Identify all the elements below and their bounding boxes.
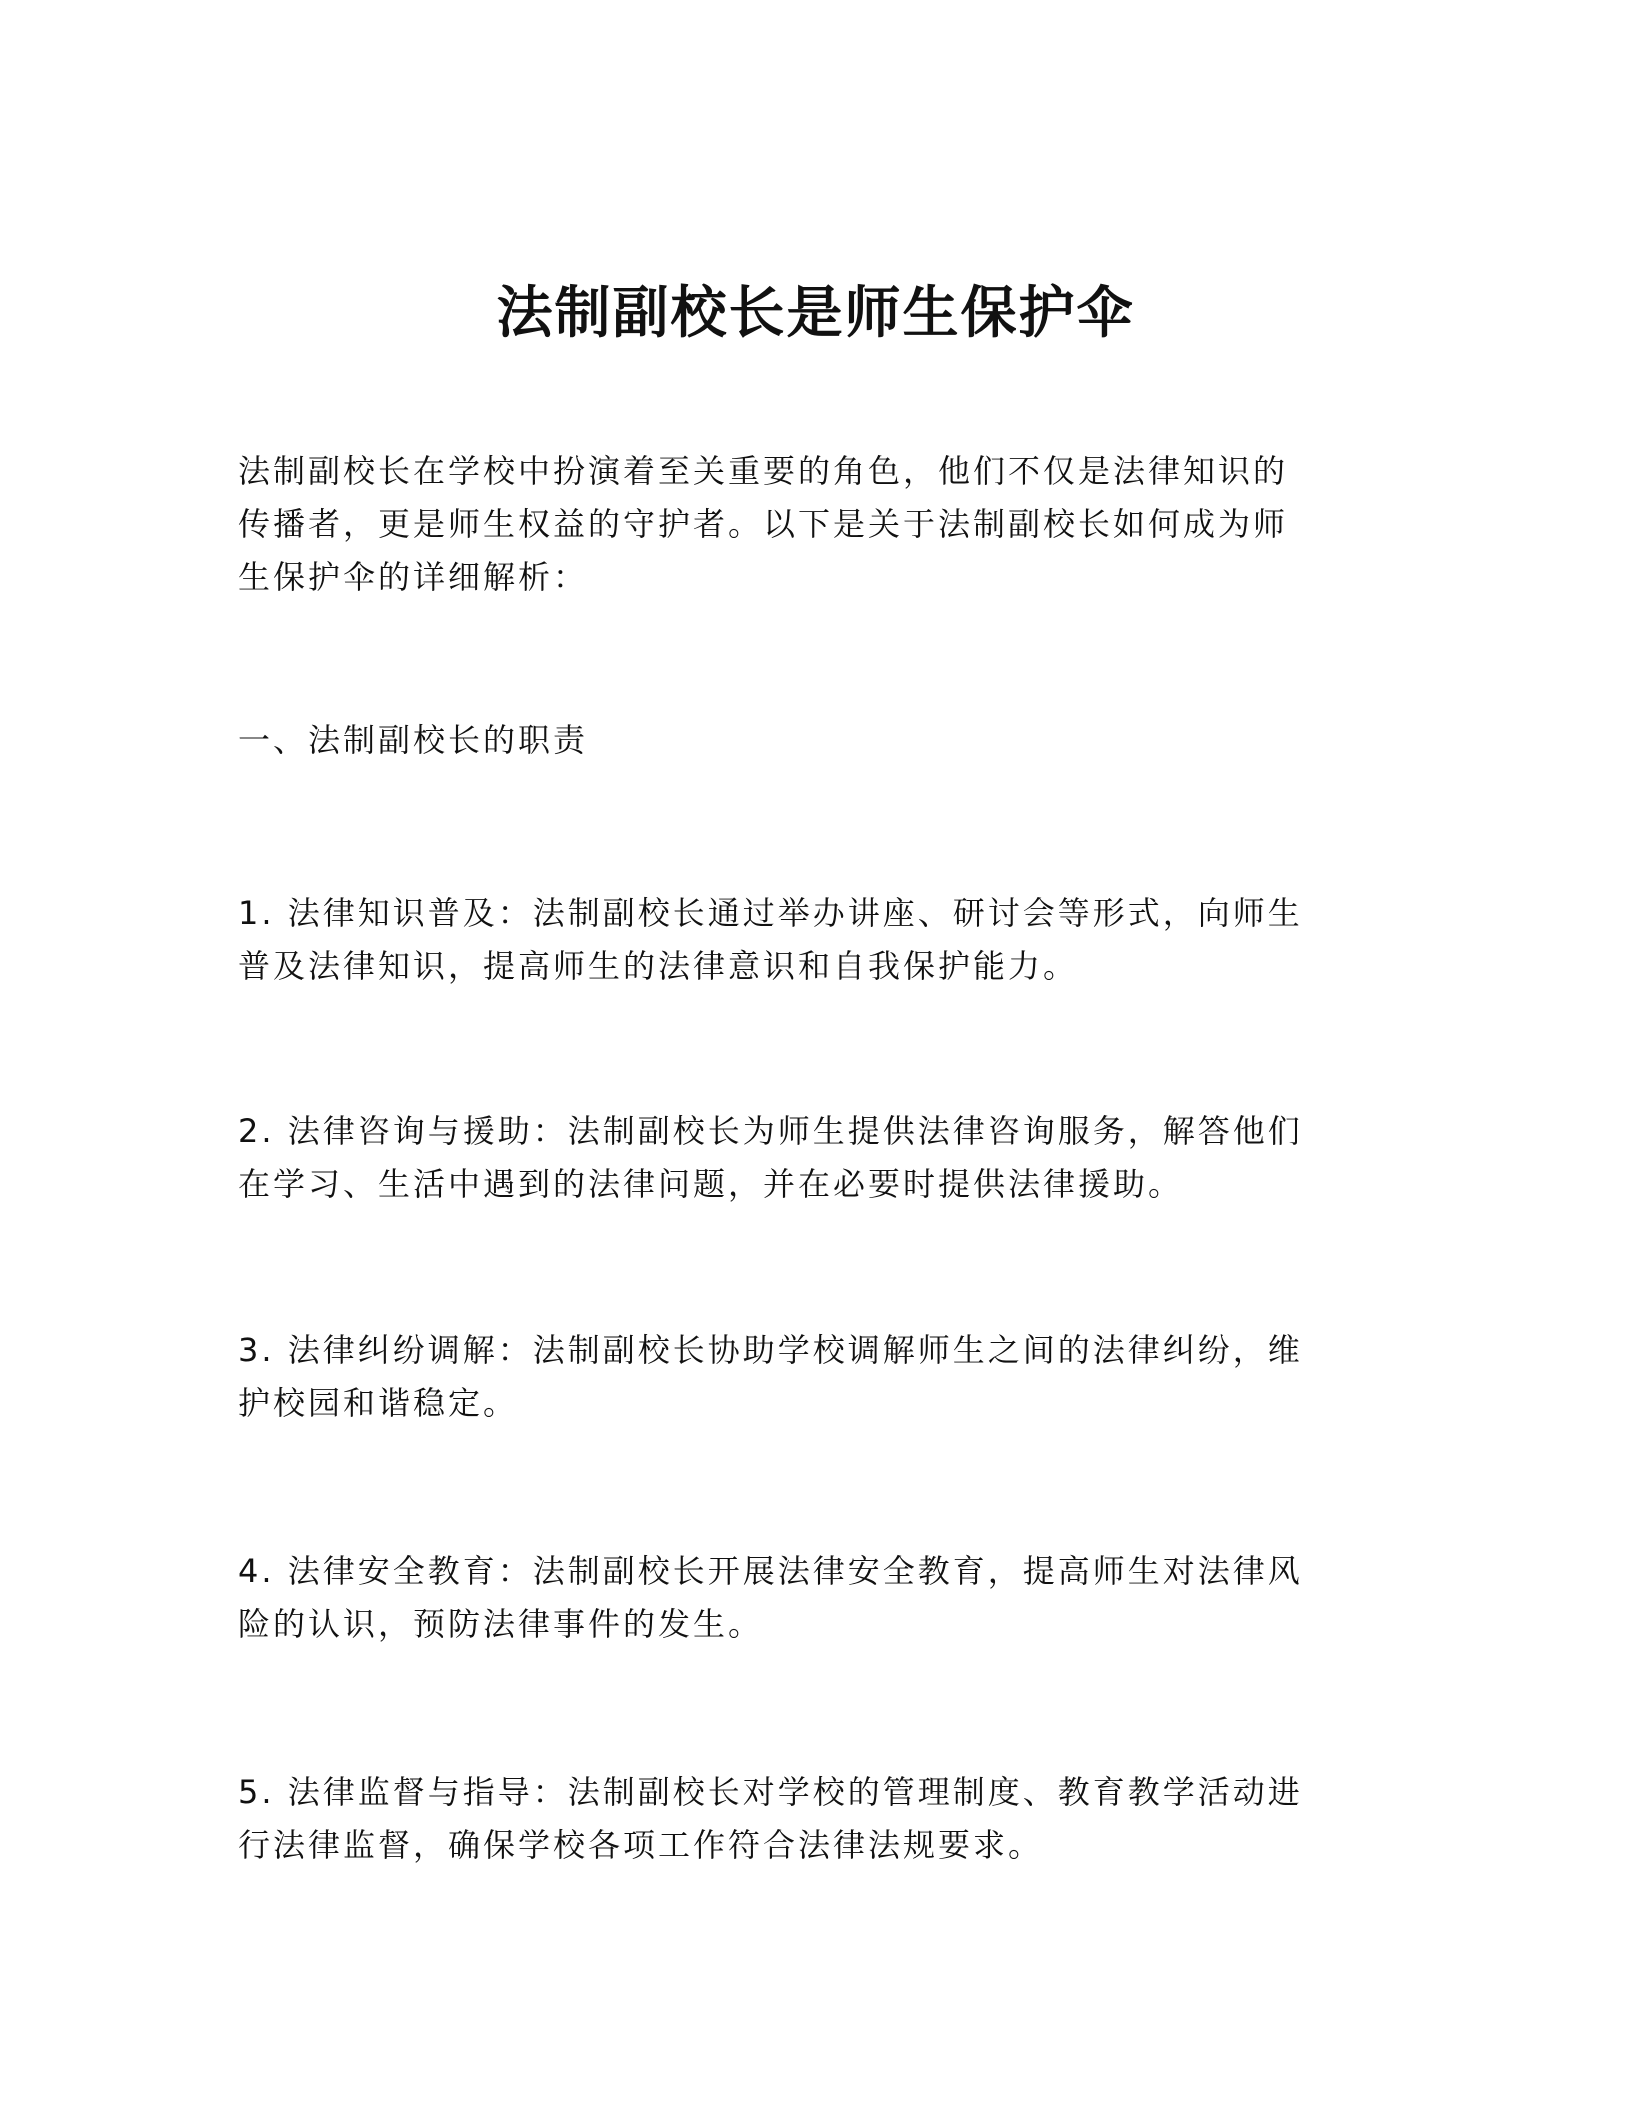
list-item <box>238 1545 1373 1651</box>
text-line: 法制副校长在学校中扮演着至关重要的角色，他们不仅是法律知识的 <box>238 452 1289 490</box>
intro-paragraph <box>238 445 1373 604</box>
document-title: 法制副校长是师生保护伞 <box>496 280 1135 346</box>
text-line: 险的认识，预防法律事件的发生。 <box>238 1605 764 1643</box>
text-line: 生保护伞的详细解析： <box>238 558 589 596</box>
text-line: 传播者，更是师生权益的守护者。以下是关于法制副校长如何成为师 <box>238 505 1289 543</box>
list-item <box>238 1324 1373 1430</box>
text-line: 2. 法律咨询与援助：法制副校长为师生提供法律咨询服务，解答他们 <box>238 1112 1303 1150</box>
list-item <box>238 887 1373 993</box>
section-heading: 一、法制副校长的职责 <box>238 721 589 759</box>
text-line: 行法律监督，确保学校各项工作符合法律法规要求。 <box>238 1826 1044 1864</box>
text-line: 3. 法律纠纷调解：法制副校长协助学校调解师生之间的法律纠纷，维 <box>238 1331 1303 1369</box>
text-line: 4. 法律安全教育：法制副校长开展法律安全教育，提高师生对法律风 <box>238 1552 1303 1590</box>
text-line: 在学习、生活中遇到的法律问题，并在必要时提供法律援助。 <box>238 1165 1184 1203</box>
text-line: 5. 法律监督与指导：法制副校长对学校的管理制度、教育教学活动进 <box>238 1773 1303 1811</box>
text-line: 普及法律知识，提高师生的法律意识和自我保护能力。 <box>238 947 1079 985</box>
list-item <box>238 1105 1373 1211</box>
text-line: 护校园和谐稳定。 <box>238 1384 519 1422</box>
text-line: 1. 法律知识普及：法制副校长通过举办讲座、研讨会等形式，向师生 <box>238 894 1303 932</box>
list-item <box>238 1766 1373 1872</box>
